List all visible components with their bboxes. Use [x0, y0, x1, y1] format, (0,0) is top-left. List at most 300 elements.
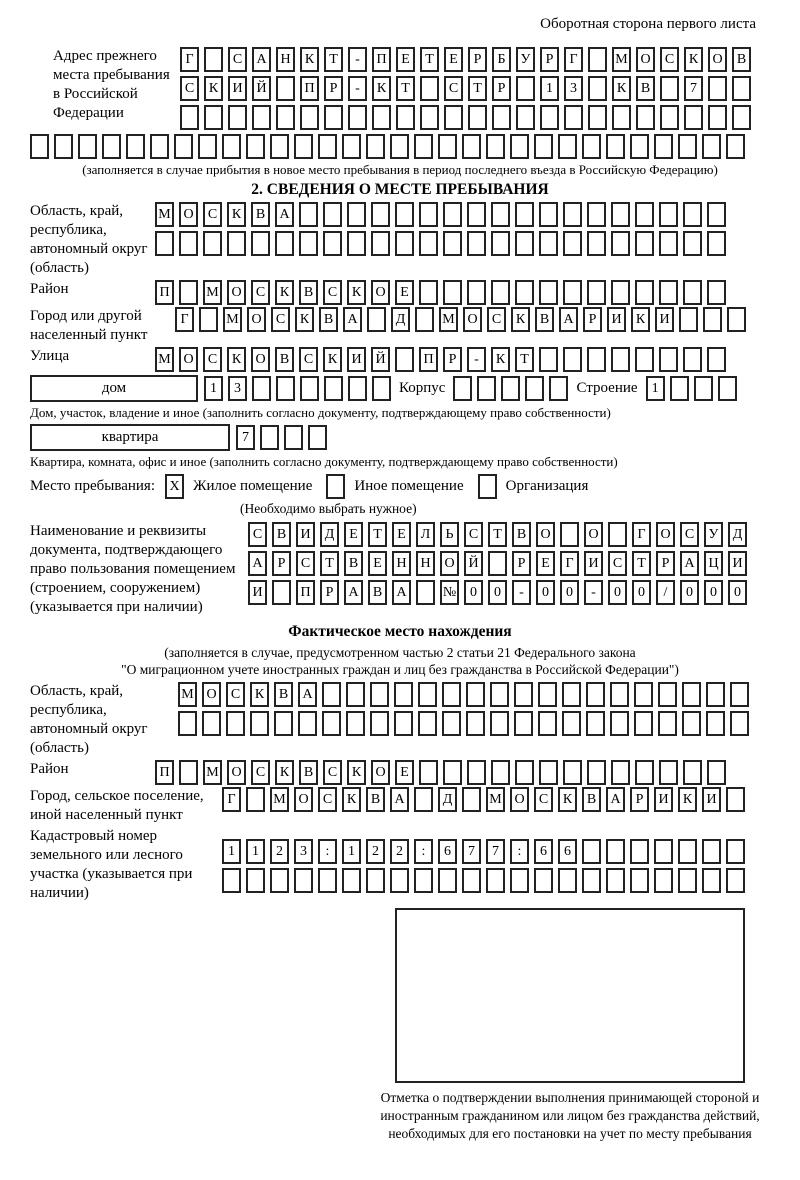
char-cell[interactable]	[371, 231, 390, 256]
char-cell[interactable]	[515, 231, 534, 256]
char-cell[interactable]	[707, 202, 726, 227]
char-cell[interactable]: К	[275, 280, 294, 305]
char-cell[interactable]	[635, 347, 654, 372]
char-cell[interactable]: И	[655, 307, 674, 332]
char-cell[interactable]: В	[366, 787, 385, 812]
char-cell[interactable]: А	[390, 787, 409, 812]
char-cell[interactable]	[558, 134, 577, 159]
char-cell[interactable]: 0	[560, 580, 579, 605]
char-cell[interactable]: Р	[630, 787, 649, 812]
char-cell[interactable]	[324, 376, 343, 401]
char-cell[interactable]	[610, 711, 629, 736]
char-cell[interactable]	[564, 105, 583, 130]
char-cell[interactable]: И	[228, 76, 247, 101]
char-cell[interactable]	[251, 231, 270, 256]
char-cell[interactable]	[372, 376, 391, 401]
char-cell[interactable]	[630, 868, 649, 893]
char-cell[interactable]: Г	[560, 551, 579, 576]
char-cell[interactable]	[466, 682, 485, 707]
char-cell[interactable]: О	[247, 307, 266, 332]
char-cell[interactable]	[370, 682, 389, 707]
char-cell[interactable]	[726, 134, 745, 159]
char-cell[interactable]: К	[250, 682, 269, 707]
char-cell[interactable]: М	[612, 47, 631, 72]
char-cell[interactable]	[300, 105, 319, 130]
char-cell[interactable]	[563, 202, 582, 227]
char-cell[interactable]: Д	[728, 522, 747, 547]
char-cell[interactable]	[611, 231, 630, 256]
char-cell[interactable]	[270, 868, 289, 893]
char-cell[interactable]	[324, 105, 343, 130]
char-cell[interactable]: О	[294, 787, 313, 812]
char-cell[interactable]: В	[535, 307, 554, 332]
char-cell[interactable]: И	[702, 787, 721, 812]
char-cell[interactable]	[630, 839, 649, 864]
char-cell[interactable]: К	[347, 280, 366, 305]
char-cell[interactable]	[227, 231, 246, 256]
char-cell[interactable]	[491, 202, 510, 227]
char-cell[interactable]: Г	[180, 47, 199, 72]
char-cell[interactable]: Р	[443, 347, 462, 372]
char-cell[interactable]	[299, 231, 318, 256]
char-cell[interactable]	[515, 280, 534, 305]
char-cell[interactable]	[549, 376, 568, 401]
char-cell[interactable]	[534, 134, 553, 159]
char-cell[interactable]: М	[155, 347, 174, 372]
char-cell[interactable]	[587, 231, 606, 256]
char-cell[interactable]	[486, 134, 505, 159]
char-cell[interactable]	[659, 760, 678, 785]
region-row-1[interactable]	[155, 202, 726, 227]
char-cell[interactable]: А	[392, 580, 411, 605]
char-cell[interactable]	[179, 231, 198, 256]
char-cell[interactable]	[727, 307, 746, 332]
char-cell[interactable]	[538, 682, 557, 707]
char-cell[interactable]	[659, 202, 678, 227]
char-cell[interactable]	[630, 134, 649, 159]
stroenie-cells[interactable]	[646, 376, 737, 401]
char-cell[interactable]	[226, 711, 245, 736]
char-cell[interactable]: О	[371, 280, 390, 305]
char-cell[interactable]	[54, 134, 73, 159]
char-cell[interactable]: В	[272, 522, 291, 547]
char-cell[interactable]: 1	[342, 839, 361, 864]
char-cell[interactable]	[659, 231, 678, 256]
char-cell[interactable]: Л	[416, 522, 435, 547]
char-cell[interactable]	[490, 682, 509, 707]
char-cell[interactable]	[276, 376, 295, 401]
char-cell[interactable]: 1	[222, 839, 241, 864]
char-cell[interactable]	[491, 280, 510, 305]
house-number-cells[interactable]	[204, 376, 391, 401]
char-cell[interactable]: Й	[464, 551, 483, 576]
char-cell[interactable]	[462, 868, 481, 893]
char-cell[interactable]: 0	[680, 580, 699, 605]
char-cell[interactable]	[415, 307, 434, 332]
char-cell[interactable]: К	[678, 787, 697, 812]
char-cell[interactable]	[274, 711, 293, 736]
char-cell[interactable]: Н	[416, 551, 435, 576]
char-cell[interactable]: С	[251, 760, 270, 785]
char-cell[interactable]	[246, 787, 265, 812]
char-cell[interactable]	[420, 76, 439, 101]
char-cell[interactable]	[635, 202, 654, 227]
prev-address-row-4[interactable]	[30, 134, 770, 159]
char-cell[interactable]: Н	[276, 47, 295, 72]
char-cell[interactable]: С	[487, 307, 506, 332]
char-cell[interactable]	[612, 105, 631, 130]
char-cell[interactable]	[348, 376, 367, 401]
char-cell[interactable]	[372, 105, 391, 130]
char-cell[interactable]	[707, 280, 726, 305]
char-cell[interactable]	[582, 134, 601, 159]
char-cell[interactable]: Р	[492, 76, 511, 101]
char-cell[interactable]: М	[486, 787, 505, 812]
char-cell[interactable]	[179, 760, 198, 785]
char-cell[interactable]: 1	[540, 76, 559, 101]
korpus-cells[interactable]	[453, 376, 568, 401]
char-cell[interactable]	[30, 134, 49, 159]
char-cell[interactable]: Р	[512, 551, 531, 576]
char-cell[interactable]: Т	[320, 551, 339, 576]
char-cell[interactable]: К	[323, 347, 342, 372]
char-cell[interactable]: Й	[371, 347, 390, 372]
char-cell[interactable]	[414, 868, 433, 893]
char-cell[interactable]	[726, 839, 745, 864]
char-cell[interactable]	[442, 682, 461, 707]
actual-district-row[interactable]	[155, 760, 726, 785]
char-cell[interactable]	[670, 376, 689, 401]
char-cell[interactable]	[322, 682, 341, 707]
char-cell[interactable]: О	[708, 47, 727, 72]
char-cell[interactable]	[371, 202, 390, 227]
char-cell[interactable]: Р	[320, 580, 339, 605]
char-cell[interactable]: Г	[632, 522, 651, 547]
char-cell[interactable]: О	[463, 307, 482, 332]
char-cell[interactable]	[222, 134, 241, 159]
char-cell[interactable]	[654, 839, 673, 864]
char-cell[interactable]	[730, 682, 749, 707]
char-cell[interactable]: С	[323, 760, 342, 785]
char-cell[interactable]	[703, 307, 722, 332]
char-cell[interactable]	[660, 76, 679, 101]
char-cell[interactable]	[420, 105, 439, 130]
char-cell[interactable]: В	[582, 787, 601, 812]
title-document-row-2[interactable]	[248, 551, 747, 576]
char-cell[interactable]: Т	[488, 522, 507, 547]
char-cell[interactable]: К	[227, 347, 246, 372]
char-cell[interactable]: Е	[396, 47, 415, 72]
char-cell[interactable]	[468, 105, 487, 130]
char-cell[interactable]	[414, 787, 433, 812]
char-cell[interactable]	[707, 231, 726, 256]
char-cell[interactable]: Р	[324, 76, 343, 101]
char-cell[interactable]	[202, 711, 221, 736]
char-cell[interactable]	[298, 711, 317, 736]
char-cell[interactable]	[515, 760, 534, 785]
char-cell[interactable]: К	[342, 787, 361, 812]
char-cell[interactable]	[260, 425, 279, 450]
title-document-row-1[interactable]	[248, 522, 747, 547]
char-cell[interactable]: Р	[656, 551, 675, 576]
char-cell[interactable]: К	[275, 760, 294, 785]
char-cell[interactable]	[348, 105, 367, 130]
char-cell[interactable]	[540, 105, 559, 130]
char-cell[interactable]: С	[464, 522, 483, 547]
char-cell[interactable]	[203, 231, 222, 256]
char-cell[interactable]	[467, 760, 486, 785]
char-cell[interactable]	[395, 202, 414, 227]
char-cell[interactable]	[466, 711, 485, 736]
char-cell[interactable]	[608, 522, 627, 547]
char-cell[interactable]	[444, 105, 463, 130]
char-cell[interactable]	[150, 134, 169, 159]
char-cell[interactable]: Д	[320, 522, 339, 547]
char-cell[interactable]: Е	[392, 522, 411, 547]
char-cell[interactable]: У	[516, 47, 535, 72]
char-cell[interactable]: С	[248, 522, 267, 547]
char-cell[interactable]	[611, 760, 630, 785]
char-cell[interactable]	[660, 105, 679, 130]
char-cell[interactable]: У	[704, 522, 723, 547]
char-cell[interactable]: Р	[583, 307, 602, 332]
checkbox-organization[interactable]	[478, 474, 497, 499]
char-cell[interactable]: 1	[204, 376, 223, 401]
char-cell[interactable]: С	[534, 787, 553, 812]
char-cell[interactable]: Г	[222, 787, 241, 812]
char-cell[interactable]	[419, 202, 438, 227]
char-cell[interactable]: К	[612, 76, 631, 101]
char-cell[interactable]	[366, 868, 385, 893]
char-cell[interactable]	[562, 711, 581, 736]
char-cell[interactable]	[678, 839, 697, 864]
char-cell[interactable]	[390, 134, 409, 159]
char-cell[interactable]	[694, 376, 713, 401]
char-cell[interactable]	[683, 231, 702, 256]
city-row[interactable]	[175, 307, 746, 332]
char-cell[interactable]: :	[318, 839, 337, 864]
char-cell[interactable]: С	[271, 307, 290, 332]
char-cell[interactable]: В	[275, 347, 294, 372]
char-cell[interactable]: О	[656, 522, 675, 547]
char-cell[interactable]	[204, 105, 223, 130]
char-cell[interactable]	[611, 347, 630, 372]
char-cell[interactable]: -	[467, 347, 486, 372]
prev-address-row-2[interactable]	[180, 76, 751, 101]
char-cell[interactable]: С	[203, 202, 222, 227]
char-cell[interactable]	[683, 347, 702, 372]
char-cell[interactable]	[679, 307, 698, 332]
char-cell[interactable]: 3	[294, 839, 313, 864]
char-cell[interactable]	[318, 134, 337, 159]
char-cell[interactable]	[538, 711, 557, 736]
char-cell[interactable]	[323, 202, 342, 227]
char-cell[interactable]	[588, 105, 607, 130]
char-cell[interactable]: И	[728, 551, 747, 576]
char-cell[interactable]: И	[607, 307, 626, 332]
char-cell[interactable]: Е	[536, 551, 555, 576]
char-cell[interactable]: П	[372, 47, 391, 72]
char-cell[interactable]: В	[636, 76, 655, 101]
char-cell[interactable]	[250, 711, 269, 736]
checkbox-residential-premises[interactable]: X	[165, 474, 184, 499]
char-cell[interactable]	[342, 868, 361, 893]
char-cell[interactable]: Г	[564, 47, 583, 72]
char-cell[interactable]	[462, 787, 481, 812]
char-cell[interactable]	[515, 202, 534, 227]
char-cell[interactable]	[514, 711, 533, 736]
char-cell[interactable]: 6	[558, 839, 577, 864]
char-cell[interactable]: И	[584, 551, 603, 576]
char-cell[interactable]	[394, 682, 413, 707]
char-cell[interactable]: А	[344, 580, 363, 605]
char-cell[interactable]: В	[319, 307, 338, 332]
char-cell[interactable]: Й	[252, 76, 271, 101]
char-cell[interactable]	[416, 580, 435, 605]
char-cell[interactable]	[582, 839, 601, 864]
char-cell[interactable]: К	[227, 202, 246, 227]
char-cell[interactable]: Б	[492, 47, 511, 72]
char-cell[interactable]	[486, 868, 505, 893]
char-cell[interactable]	[419, 760, 438, 785]
char-cell[interactable]	[443, 231, 462, 256]
char-cell[interactable]: Г	[175, 307, 194, 332]
char-cell[interactable]	[367, 307, 386, 332]
char-cell[interactable]: 0	[488, 580, 507, 605]
char-cell[interactable]	[611, 202, 630, 227]
prev-address-row-1[interactable]	[180, 47, 751, 72]
char-cell[interactable]	[659, 280, 678, 305]
char-cell[interactable]	[539, 202, 558, 227]
char-cell[interactable]	[126, 134, 145, 159]
char-cell[interactable]: К	[511, 307, 530, 332]
apartment-cells[interactable]	[236, 425, 327, 450]
char-cell[interactable]	[276, 76, 295, 101]
char-cell[interactable]: М	[203, 760, 222, 785]
char-cell[interactable]	[702, 839, 721, 864]
char-cell[interactable]: В	[344, 551, 363, 576]
char-cell[interactable]	[563, 760, 582, 785]
char-cell[interactable]	[732, 76, 751, 101]
char-cell[interactable]: Н	[392, 551, 411, 576]
char-cell[interactable]: 6	[534, 839, 553, 864]
char-cell[interactable]: К	[204, 76, 223, 101]
actual-region-row-1[interactable]	[178, 682, 749, 707]
char-cell[interactable]: А	[275, 202, 294, 227]
char-cell[interactable]: 0	[704, 580, 723, 605]
char-cell[interactable]	[514, 682, 533, 707]
char-cell[interactable]	[635, 280, 654, 305]
char-cell[interactable]	[706, 711, 725, 736]
char-cell[interactable]	[102, 134, 121, 159]
char-cell[interactable]: И	[296, 522, 315, 547]
char-cell[interactable]: К	[347, 760, 366, 785]
char-cell[interactable]: Т	[468, 76, 487, 101]
char-cell[interactable]: Ь	[440, 522, 459, 547]
char-cell[interactable]	[539, 231, 558, 256]
char-cell[interactable]: 7	[462, 839, 481, 864]
char-cell[interactable]: Т	[515, 347, 534, 372]
char-cell[interactable]: В	[251, 202, 270, 227]
actual-region-row-2[interactable]	[178, 711, 749, 736]
char-cell[interactable]	[284, 425, 303, 450]
char-cell[interactable]	[180, 105, 199, 130]
char-cell[interactable]: С	[228, 47, 247, 72]
char-cell[interactable]	[634, 711, 653, 736]
char-cell[interactable]	[318, 868, 337, 893]
char-cell[interactable]	[491, 760, 510, 785]
char-cell[interactable]	[658, 711, 677, 736]
char-cell[interactable]	[708, 105, 727, 130]
char-cell[interactable]	[678, 868, 697, 893]
char-cell[interactable]: М	[439, 307, 458, 332]
region-row-2[interactable]	[155, 231, 726, 256]
char-cell[interactable]	[558, 868, 577, 893]
char-cell[interactable]	[510, 868, 529, 893]
char-cell[interactable]: 2	[390, 839, 409, 864]
char-cell[interactable]	[707, 347, 726, 372]
char-cell[interactable]: О	[179, 347, 198, 372]
char-cell[interactable]: 3	[228, 376, 247, 401]
char-cell[interactable]	[730, 711, 749, 736]
char-cell[interactable]: 1	[246, 839, 265, 864]
char-cell[interactable]	[635, 760, 654, 785]
char-cell[interactable]	[443, 280, 462, 305]
char-cell[interactable]	[726, 868, 745, 893]
char-cell[interactable]	[636, 105, 655, 130]
char-cell[interactable]: П	[155, 280, 174, 305]
char-cell[interactable]	[587, 202, 606, 227]
char-cell[interactable]	[246, 134, 265, 159]
char-cell[interactable]: -	[348, 76, 367, 101]
char-cell[interactable]: Т	[368, 522, 387, 547]
char-cell[interactable]: М	[178, 682, 197, 707]
char-cell[interactable]	[300, 376, 319, 401]
char-cell[interactable]	[501, 376, 520, 401]
char-cell[interactable]	[659, 347, 678, 372]
char-cell[interactable]: В	[368, 580, 387, 605]
char-cell[interactable]	[155, 231, 174, 256]
char-cell[interactable]: -	[584, 580, 603, 605]
char-cell[interactable]	[276, 105, 295, 130]
char-cell[interactable]	[453, 376, 472, 401]
char-cell[interactable]: К	[558, 787, 577, 812]
char-cell[interactable]	[516, 76, 535, 101]
char-cell[interactable]	[563, 231, 582, 256]
char-cell[interactable]: Т	[324, 47, 343, 72]
char-cell[interactable]: А	[606, 787, 625, 812]
char-cell[interactable]: С	[251, 280, 270, 305]
char-cell[interactable]: А	[298, 682, 317, 707]
char-cell[interactable]	[323, 231, 342, 256]
char-cell[interactable]: В	[732, 47, 751, 72]
char-cell[interactable]: 0	[632, 580, 651, 605]
char-cell[interactable]	[204, 47, 223, 72]
char-cell[interactable]: В	[274, 682, 293, 707]
char-cell[interactable]: :	[510, 839, 529, 864]
char-cell[interactable]: В	[299, 760, 318, 785]
char-cell[interactable]	[510, 134, 529, 159]
char-cell[interactable]	[199, 307, 218, 332]
char-cell[interactable]: Е	[444, 47, 463, 72]
char-cell[interactable]: -	[348, 47, 367, 72]
char-cell[interactable]: О	[584, 522, 603, 547]
char-cell[interactable]	[270, 134, 289, 159]
char-cell[interactable]	[462, 134, 481, 159]
char-cell[interactable]	[658, 682, 677, 707]
char-cell[interactable]	[442, 711, 461, 736]
char-cell[interactable]	[477, 376, 496, 401]
